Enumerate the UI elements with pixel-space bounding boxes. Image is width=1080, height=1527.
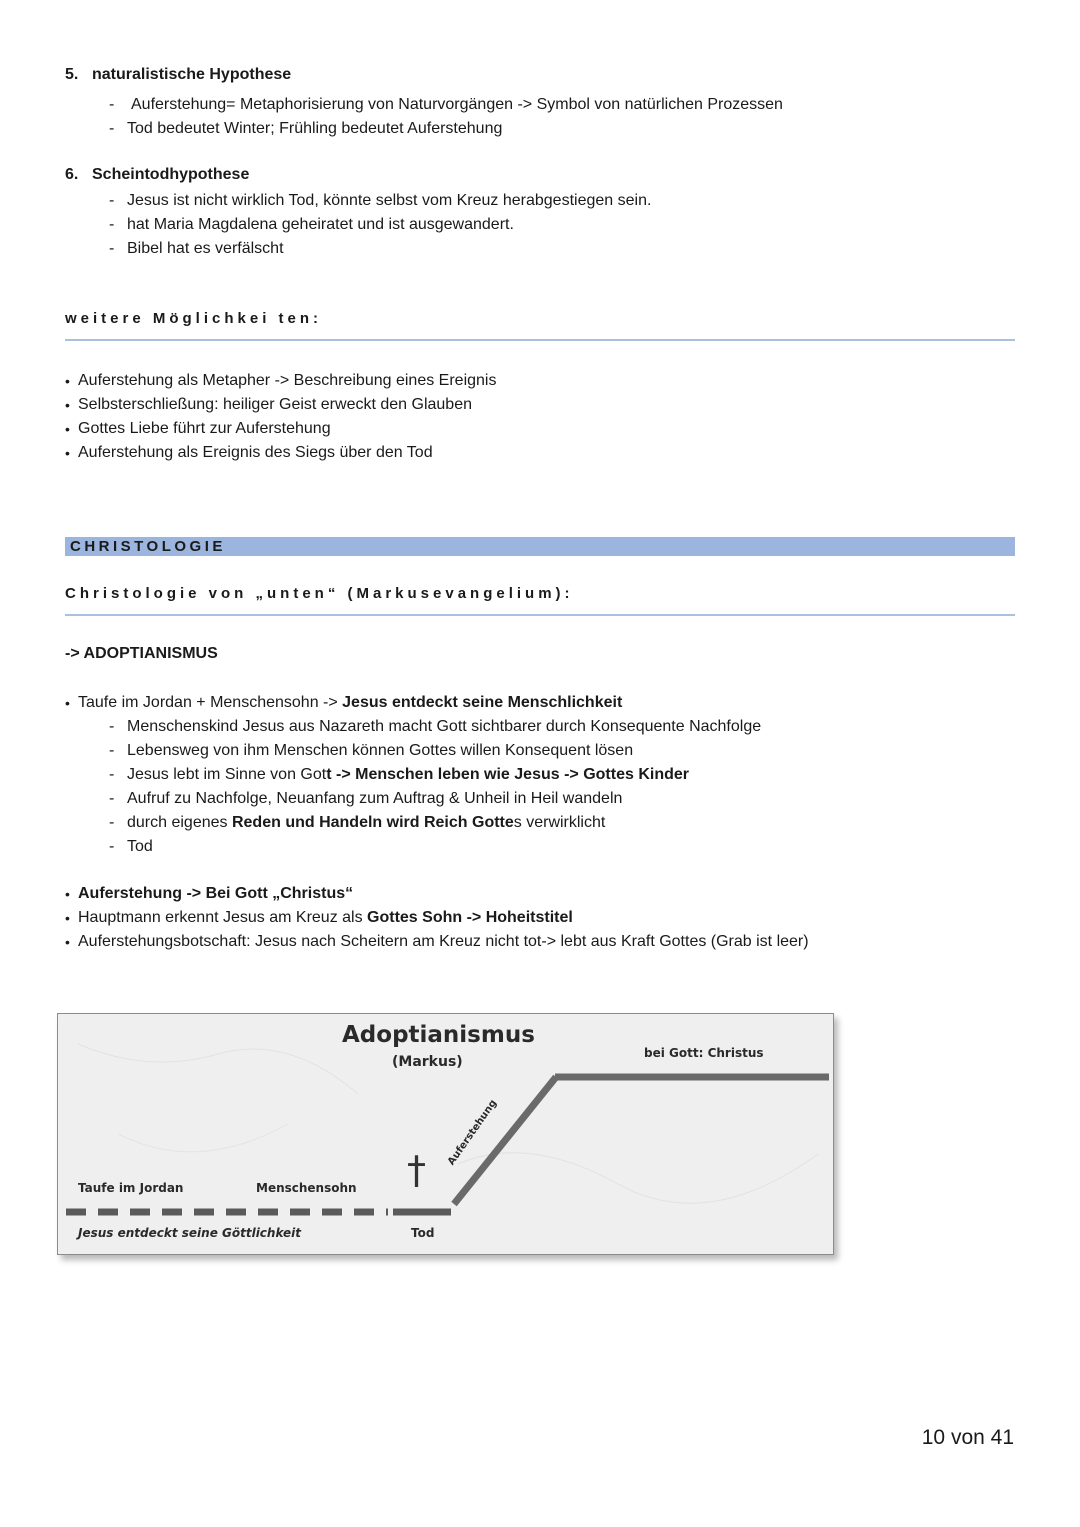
page-number: 10 von 41 (921, 1426, 1014, 1449)
diagram-label-taufe: Taufe im Jordan (78, 1181, 184, 1195)
section-6-heading (65, 166, 249, 184)
diagram-label-entdeckt: Jesus entdeckt seine Göttlichkeit (78, 1226, 302, 1240)
christologie-subheading: Christologie von „unten“ (Markusevangelium): (65, 585, 574, 602)
adoptianismus-heading: -> ADOPTIANISMUS (65, 645, 218, 662)
christologie-banner-text: CHRISTOLOGIE (70, 538, 226, 555)
diagram-label-tod: Tod (411, 1226, 435, 1240)
diagram-label-menschensohn: Menschensohn (256, 1181, 357, 1195)
christologie-banner (65, 537, 1015, 556)
section-6-title: Scheintodhypothese (92, 166, 250, 183)
cross-icon: † (407, 1148, 426, 1192)
weitere-rule (65, 339, 1015, 341)
christologie-rule (65, 614, 1015, 616)
section-5-heading (65, 66, 291, 84)
section-6-number: 6. (65, 166, 79, 183)
diagram-label-auferstehung: Auferstehung (446, 1097, 500, 1168)
diagram-subtitle: (Markus) (392, 1054, 463, 1070)
adoptianismus-diagram (57, 1013, 834, 1255)
section-5-number: 5. (65, 66, 79, 83)
section-5-title: naturalistische Hypothese (92, 66, 292, 83)
weitere-heading: weitere Möglichkei ten: (65, 310, 323, 327)
diagram-title: Adoptianismus (342, 1022, 535, 1048)
diagram-label-bei-gott: bei Gott: Christus (644, 1046, 764, 1060)
